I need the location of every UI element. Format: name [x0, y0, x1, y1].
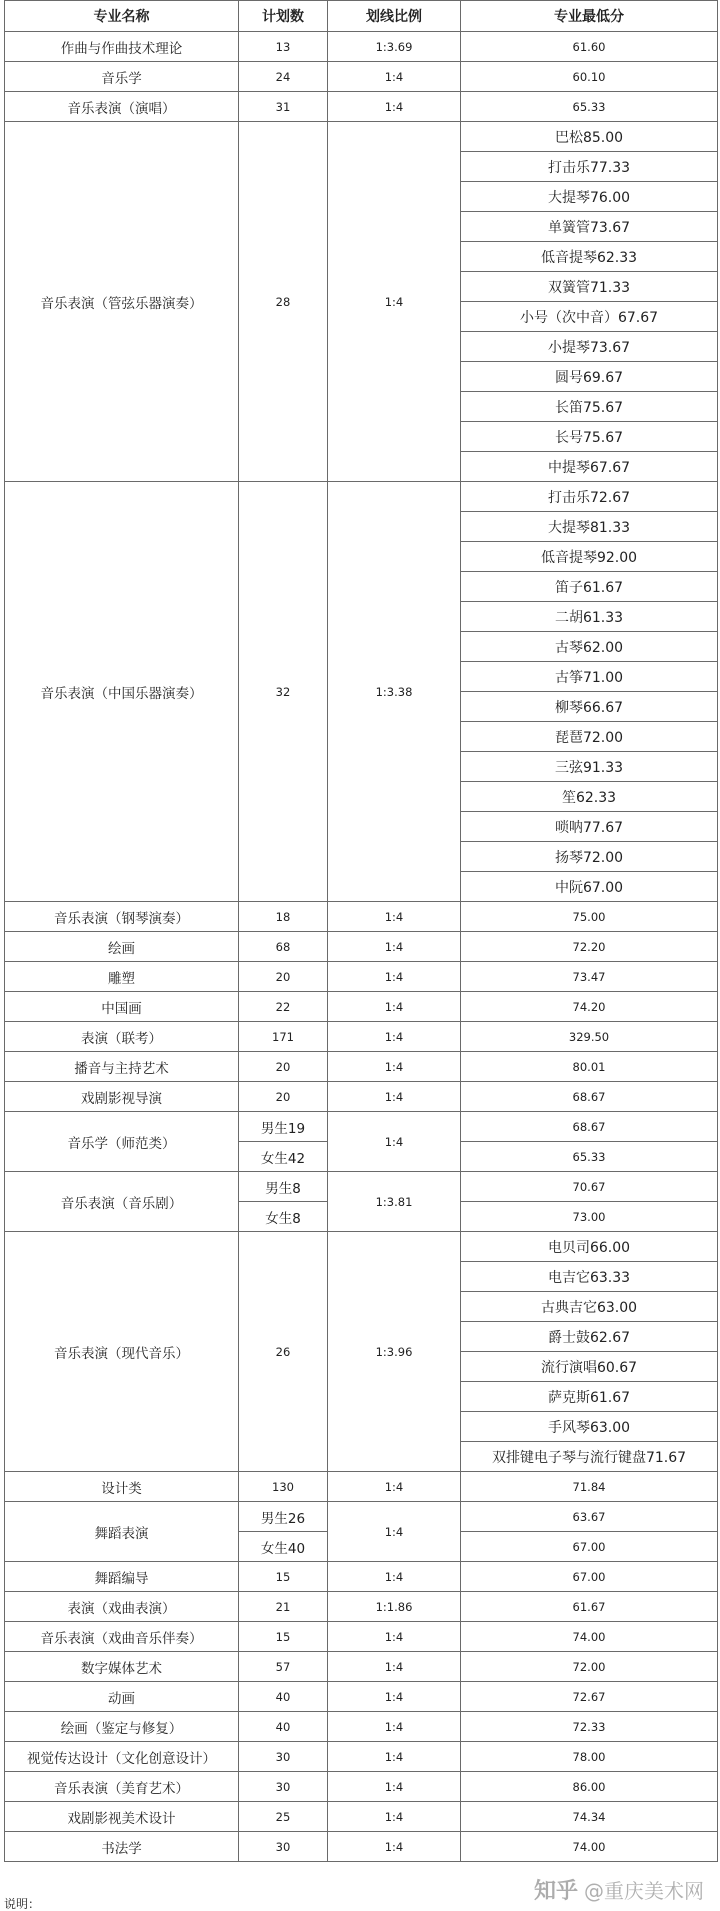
instrument-score: 扬琴72.00	[461, 842, 718, 872]
cutoff-ratio: 1:4	[328, 1622, 461, 1652]
instrument-score: 琵琶72.00	[461, 722, 718, 752]
min-score: 68.67	[461, 1082, 718, 1112]
table-row	[5, 962, 718, 992]
instrument-score: 电贝司66.00	[461, 1232, 718, 1262]
plan-count: 30	[239, 1772, 328, 1802]
zhihu-logo: 知乎	[533, 1879, 578, 1904]
major-name: 数字媒体艺术	[5, 1652, 239, 1682]
instrument-score: 电吉它63.33	[461, 1262, 718, 1292]
min-score: 72.33	[461, 1712, 718, 1742]
major-name: 音乐表演（演唱）	[5, 92, 239, 122]
instrument-score: 圆号69.67	[461, 362, 718, 392]
plan-count: 28	[239, 122, 328, 482]
watermark	[534, 1874, 704, 1905]
major-name: 绘画	[5, 932, 239, 962]
plan-count: 20	[239, 1082, 328, 1112]
instrument-score: 古琴62.00	[461, 632, 718, 662]
cutoff-ratio: 1:4	[328, 1472, 461, 1502]
min-score: 80.01	[461, 1052, 718, 1082]
cutoff-ratio: 1:4	[328, 1682, 461, 1712]
plan-count: 57	[239, 1652, 328, 1682]
plan-count: 31	[239, 92, 328, 122]
min-score: 67.00	[461, 1562, 718, 1592]
instrument-score: 流行演唱60.67	[461, 1352, 718, 1382]
plan-count: 32	[239, 482, 328, 902]
plan-count: 22	[239, 992, 328, 1022]
major-name: 作曲与作曲技术理论	[5, 32, 239, 62]
min-score: 71.84	[461, 1472, 718, 1502]
major-name: 音乐学（师范类）	[5, 1112, 239, 1172]
cutoff-ratio: 1:4	[328, 932, 461, 962]
instrument-score: 柳琴66.67	[461, 692, 718, 722]
plan-count: 男生26	[239, 1502, 328, 1532]
instrument-score: 巴松85.00	[461, 122, 718, 152]
instrument-score: 笙62.33	[461, 782, 718, 812]
plan-count: 13	[239, 32, 328, 62]
plan-count: 21	[239, 1592, 328, 1622]
major-name: 表演（联考）	[5, 1022, 239, 1052]
table-row	[5, 1592, 718, 1622]
cutoff-ratio: 1:3.81	[328, 1172, 461, 1232]
major-name: 音乐表演（音乐剧）	[5, 1172, 239, 1232]
instrument-score: 单簧管73.67	[461, 212, 718, 242]
cutoff-ratio: 1:4	[328, 1082, 461, 1112]
cutoff-ratio: 1:4	[328, 962, 461, 992]
cutoff-ratio: 1:4	[328, 1712, 461, 1742]
table-row	[5, 1712, 718, 1742]
major-name: 设计类	[5, 1472, 239, 1502]
min-score: 61.60	[461, 32, 718, 62]
major-name: 动画	[5, 1682, 239, 1712]
min-score: 74.00	[461, 1832, 718, 1862]
cutoff-ratio: 1:4	[328, 1562, 461, 1592]
min-score: 72.67	[461, 1682, 718, 1712]
score-table	[4, 0, 718, 1862]
major-name: 戏剧影视美术设计	[5, 1802, 239, 1832]
cutoff-ratio: 1:4	[328, 1652, 461, 1682]
min-score: 86.00	[461, 1772, 718, 1802]
instrument-score: 大提琴81.33	[461, 512, 718, 542]
instrument-score: 手风琴63.00	[461, 1412, 718, 1442]
cutoff-ratio: 1:4	[328, 92, 461, 122]
min-score: 75.00	[461, 902, 718, 932]
major-name: 书法学	[5, 1832, 239, 1862]
instrument-score: 爵士鼓62.67	[461, 1322, 718, 1352]
header-score: 专业最低分	[461, 1, 718, 32]
cutoff-ratio: 1:4	[328, 1832, 461, 1862]
table-row	[5, 1502, 718, 1532]
cutoff-ratio: 1:4	[328, 62, 461, 92]
major-name: 音乐表演（现代音乐）	[5, 1232, 239, 1472]
table-row	[5, 62, 718, 92]
min-score: 65.33	[461, 1142, 718, 1172]
min-score: 72.00	[461, 1652, 718, 1682]
major-name: 雕塑	[5, 962, 239, 992]
instrument-score: 中提琴67.67	[461, 452, 718, 482]
plan-count: 24	[239, 62, 328, 92]
instrument-score: 双排键电子琴与流行键盘71.67	[461, 1442, 718, 1472]
plan-count: 20	[239, 1052, 328, 1082]
major-name: 表演（戏曲表演）	[5, 1592, 239, 1622]
min-score: 72.20	[461, 932, 718, 962]
instrument-score: 打击乐77.33	[461, 152, 718, 182]
table-row	[5, 1232, 718, 1262]
min-score: 74.20	[461, 992, 718, 1022]
cutoff-ratio: 1:4	[328, 1802, 461, 1832]
cutoff-ratio: 1:3.38	[328, 482, 461, 902]
major-name: 视觉传达设计（文化创意设计）	[5, 1742, 239, 1772]
plan-count: 男生8	[239, 1172, 328, 1202]
header-major: 专业名称	[5, 1, 239, 32]
cutoff-ratio: 1:1.86	[328, 1592, 461, 1622]
table-row	[5, 1172, 718, 1202]
instrument-score: 双簧管71.33	[461, 272, 718, 302]
plan-count: 女生42	[239, 1142, 328, 1172]
table-row	[5, 992, 718, 1022]
table-row	[5, 1682, 718, 1712]
major-name: 音乐表演（美育艺术）	[5, 1772, 239, 1802]
plan-count: 女生8	[239, 1202, 328, 1232]
major-name: 音乐学	[5, 62, 239, 92]
min-score: 70.67	[461, 1172, 718, 1202]
table-row	[5, 902, 718, 932]
table-row	[5, 92, 718, 122]
major-name: 舞蹈表演	[5, 1502, 239, 1562]
instrument-score: 古筝71.00	[461, 662, 718, 692]
table-row	[5, 1832, 718, 1862]
cutoff-ratio: 1:4	[328, 1112, 461, 1172]
plan-count: 26	[239, 1232, 328, 1472]
cutoff-ratio: 1:4	[328, 902, 461, 932]
instrument-score: 长笛75.67	[461, 392, 718, 422]
plan-count: 18	[239, 902, 328, 932]
plan-count: 男生19	[239, 1112, 328, 1142]
min-score: 78.00	[461, 1742, 718, 1772]
major-name: 戏剧影视导演	[5, 1082, 239, 1112]
cutoff-ratio: 1:4	[328, 1772, 461, 1802]
table-row	[5, 1652, 718, 1682]
table-row	[5, 1742, 718, 1772]
table-row	[5, 1622, 718, 1652]
cutoff-ratio: 1:4	[328, 1022, 461, 1052]
plan-count: 130	[239, 1472, 328, 1502]
table-row	[5, 1112, 718, 1142]
instrument-score: 唢呐77.67	[461, 812, 718, 842]
major-name: 音乐表演（管弦乐器演奏）	[5, 122, 239, 482]
plan-count: 20	[239, 962, 328, 992]
instrument-score: 大提琴76.00	[461, 182, 718, 212]
table-row	[5, 482, 718, 512]
instrument-score: 萨克斯61.67	[461, 1382, 718, 1412]
table-row	[5, 1802, 718, 1832]
table-row	[5, 1052, 718, 1082]
plan-count: 30	[239, 1832, 328, 1862]
plan-count: 40	[239, 1682, 328, 1712]
instrument-score: 中阮67.00	[461, 872, 718, 902]
instrument-score: 打击乐72.67	[461, 482, 718, 512]
instrument-score: 小号（次中音）67.67	[461, 302, 718, 332]
instrument-score: 低音提琴92.00	[461, 542, 718, 572]
min-score: 60.10	[461, 62, 718, 92]
major-name: 中国画	[5, 992, 239, 1022]
cutoff-ratio: 1:4	[328, 1502, 461, 1562]
major-name: 音乐表演（戏曲音乐伴奏）	[5, 1622, 239, 1652]
min-score: 61.67	[461, 1592, 718, 1622]
instrument-score: 古典吉它63.00	[461, 1292, 718, 1322]
min-score: 74.00	[461, 1622, 718, 1652]
cutoff-ratio: 1:4	[328, 122, 461, 482]
table-row	[5, 1772, 718, 1802]
min-score: 73.47	[461, 962, 718, 992]
instrument-score: 小提琴73.67	[461, 332, 718, 362]
plan-count: 15	[239, 1562, 328, 1592]
cutoff-ratio: 1:4	[328, 1742, 461, 1772]
min-score: 68.67	[461, 1112, 718, 1142]
table-row	[5, 1022, 718, 1052]
major-name: 绘画（鉴定与修复）	[5, 1712, 239, 1742]
header-plan: 计划数	[239, 1, 328, 32]
cutoff-ratio: 1:4	[328, 992, 461, 1022]
plan-count: 女生40	[239, 1532, 328, 1562]
table-header-row	[5, 1, 718, 32]
watermark-text: @重庆美术网	[584, 1879, 704, 1903]
table-row	[5, 32, 718, 62]
table-row	[5, 122, 718, 152]
min-score: 63.67	[461, 1502, 718, 1532]
table-row	[5, 1472, 718, 1502]
plan-count: 30	[239, 1742, 328, 1772]
score-table-container	[4, 0, 717, 1862]
instrument-score: 长号75.67	[461, 422, 718, 452]
instrument-score: 低音提琴62.33	[461, 242, 718, 272]
table-row	[5, 1082, 718, 1112]
plan-count: 25	[239, 1802, 328, 1832]
min-score: 67.00	[461, 1532, 718, 1562]
plan-count: 68	[239, 932, 328, 962]
table-row	[5, 1562, 718, 1592]
plan-count: 15	[239, 1622, 328, 1652]
plan-count: 40	[239, 1712, 328, 1742]
header-ratio: 划线比例	[328, 1, 461, 32]
instrument-score: 笛子61.67	[461, 572, 718, 602]
min-score: 74.34	[461, 1802, 718, 1832]
min-score: 65.33	[461, 92, 718, 122]
major-name: 舞蹈编导	[5, 1562, 239, 1592]
major-name: 播音与主持艺术	[5, 1052, 239, 1082]
table-row	[5, 932, 718, 962]
major-name: 音乐表演（中国乐器演奏）	[5, 482, 239, 902]
table-body	[5, 32, 718, 1862]
plan-count: 171	[239, 1022, 328, 1052]
cutoff-ratio: 1:3.69	[328, 32, 461, 62]
cutoff-ratio: 1:4	[328, 1052, 461, 1082]
instrument-score: 二胡61.33	[461, 602, 718, 632]
min-score: 329.50	[461, 1022, 718, 1052]
min-score: 73.00	[461, 1202, 718, 1232]
cutoff-ratio: 1:3.96	[328, 1232, 461, 1472]
instrument-score: 三弦91.33	[461, 752, 718, 782]
table-note: 说明：	[4, 1897, 41, 1911]
major-name: 音乐表演（钢琴演奏）	[5, 902, 239, 932]
